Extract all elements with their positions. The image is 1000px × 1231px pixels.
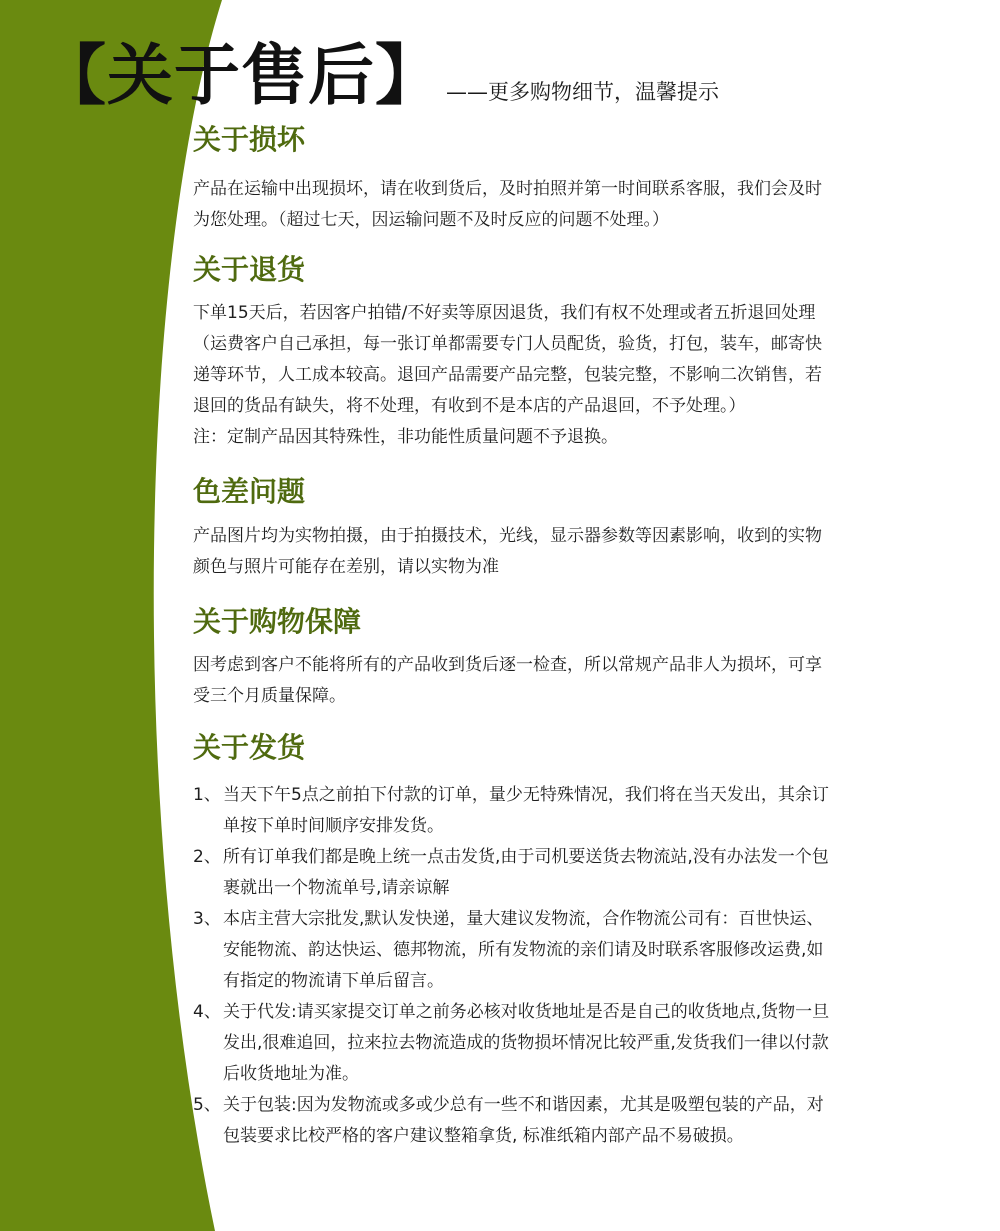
text-line: 产品图片均为实物拍摄，由于拍摄技术，光线，显示器参数等因素影响，收到的实物	[193, 526, 822, 546]
damage-text	[193, 174, 893, 236]
text-line: 安能物流、韵达快运、德邦物流，所有发物流的亲们请及时联系客服修改运费,如	[223, 940, 824, 960]
list-item	[193, 842, 913, 904]
item-number: 2、	[193, 847, 221, 867]
text-line: 注：定制产品因其特殊性，非功能性质量问题不予退换。	[193, 427, 618, 447]
shipping-list	[193, 780, 913, 1152]
list-item	[193, 1090, 913, 1152]
returns-heading: 关于退货	[193, 253, 306, 286]
text-line: 为您处理。（超过七天，因运输问题不及时反应的问题不处理。）	[193, 210, 669, 230]
text-line: 关于包装:因为发物流或多或少总有一些不和谐因素，尤其是吸塑包装的产品，对	[223, 1095, 824, 1115]
text-line: 后收货地址为准。	[223, 1064, 359, 1084]
page-title: 【关于售后】	[40, 37, 442, 114]
color-diff-text	[193, 521, 893, 583]
list-item	[193, 904, 913, 997]
text-line: 退回的货品有缺失，将不处理，有收到不是本店的产品退回，不予处理。）	[193, 396, 746, 416]
page-subtitle: ——更多购物细节，温馨提示	[446, 80, 719, 104]
text-line: 关于代发:请买家提交订单之前务必核对收货地址是否是自己的收货地点,货物一旦	[223, 1002, 830, 1022]
list-item	[193, 997, 913, 1090]
list-item	[193, 780, 913, 842]
text-line: 包装要求比校严格的客户建议整箱拿货, 标准纸箱内部产品不易破损。	[223, 1126, 744, 1146]
item-number: 3、	[193, 909, 221, 929]
damage-heading: 关于损坏	[193, 123, 306, 156]
text-line: 有指定的物流请下单后留言。	[223, 971, 444, 991]
shipping-heading: 关于发货	[193, 731, 306, 764]
text-line: 递等环节，人工成本较高。退回产品需要产品完整，包装完整，不影响二次销售，若	[193, 365, 822, 385]
text-line: （运费客户自己承担，每一张订单都需要专门人员配货，验货，打包，装车，邮寄快	[193, 334, 822, 354]
item-number: 4、	[193, 1002, 221, 1022]
text-line: 受三个月质量保障。	[193, 686, 346, 706]
text-line: 下单15天后，若因客户拍错/不好卖等原因退货，我们有权不处理或者五折退回处理	[193, 303, 816, 323]
text-line: 单按下单时间顺序安排发货。	[223, 816, 444, 836]
text-line: 当天下午5点之前拍下付款的订单，量少无特殊情况，我们将在当天发出，其余订	[223, 785, 829, 805]
text-line: 所有订单我们都是晚上统一点击发货,由于司机要送货去物流站,没有办法发一个包	[223, 847, 829, 867]
guarantee-heading: 关于购物保障	[193, 605, 362, 638]
text-line: 产品在运输中出现损坏，请在收到货后，及时拍照并第一时间联系客服，我们会及时	[193, 179, 822, 199]
text-line: 因考虑到客户不能将所有的产品收到货后逐一检查，所以常规产品非人为损坏，可享	[193, 655, 822, 675]
guarantee-text	[193, 650, 893, 712]
returns-text	[193, 298, 893, 453]
text-line: 裹就出一个物流单号,请亲谅解	[223, 878, 450, 898]
item-number: 5、	[193, 1095, 221, 1115]
text-line: 本店主营大宗批发,默认发快递，量大建议发物流，合作物流公司有：百世快运、	[223, 909, 824, 929]
text-line: 颜色与照片可能存在差别，请以实物为准	[193, 557, 499, 577]
text-line: 发出,很难追回，拉来拉去物流造成的货物损坏情况比较严重,发货我们一律以付款	[223, 1033, 829, 1053]
item-number: 1、	[193, 785, 221, 805]
color-diff-heading: 色差问题	[193, 475, 306, 508]
